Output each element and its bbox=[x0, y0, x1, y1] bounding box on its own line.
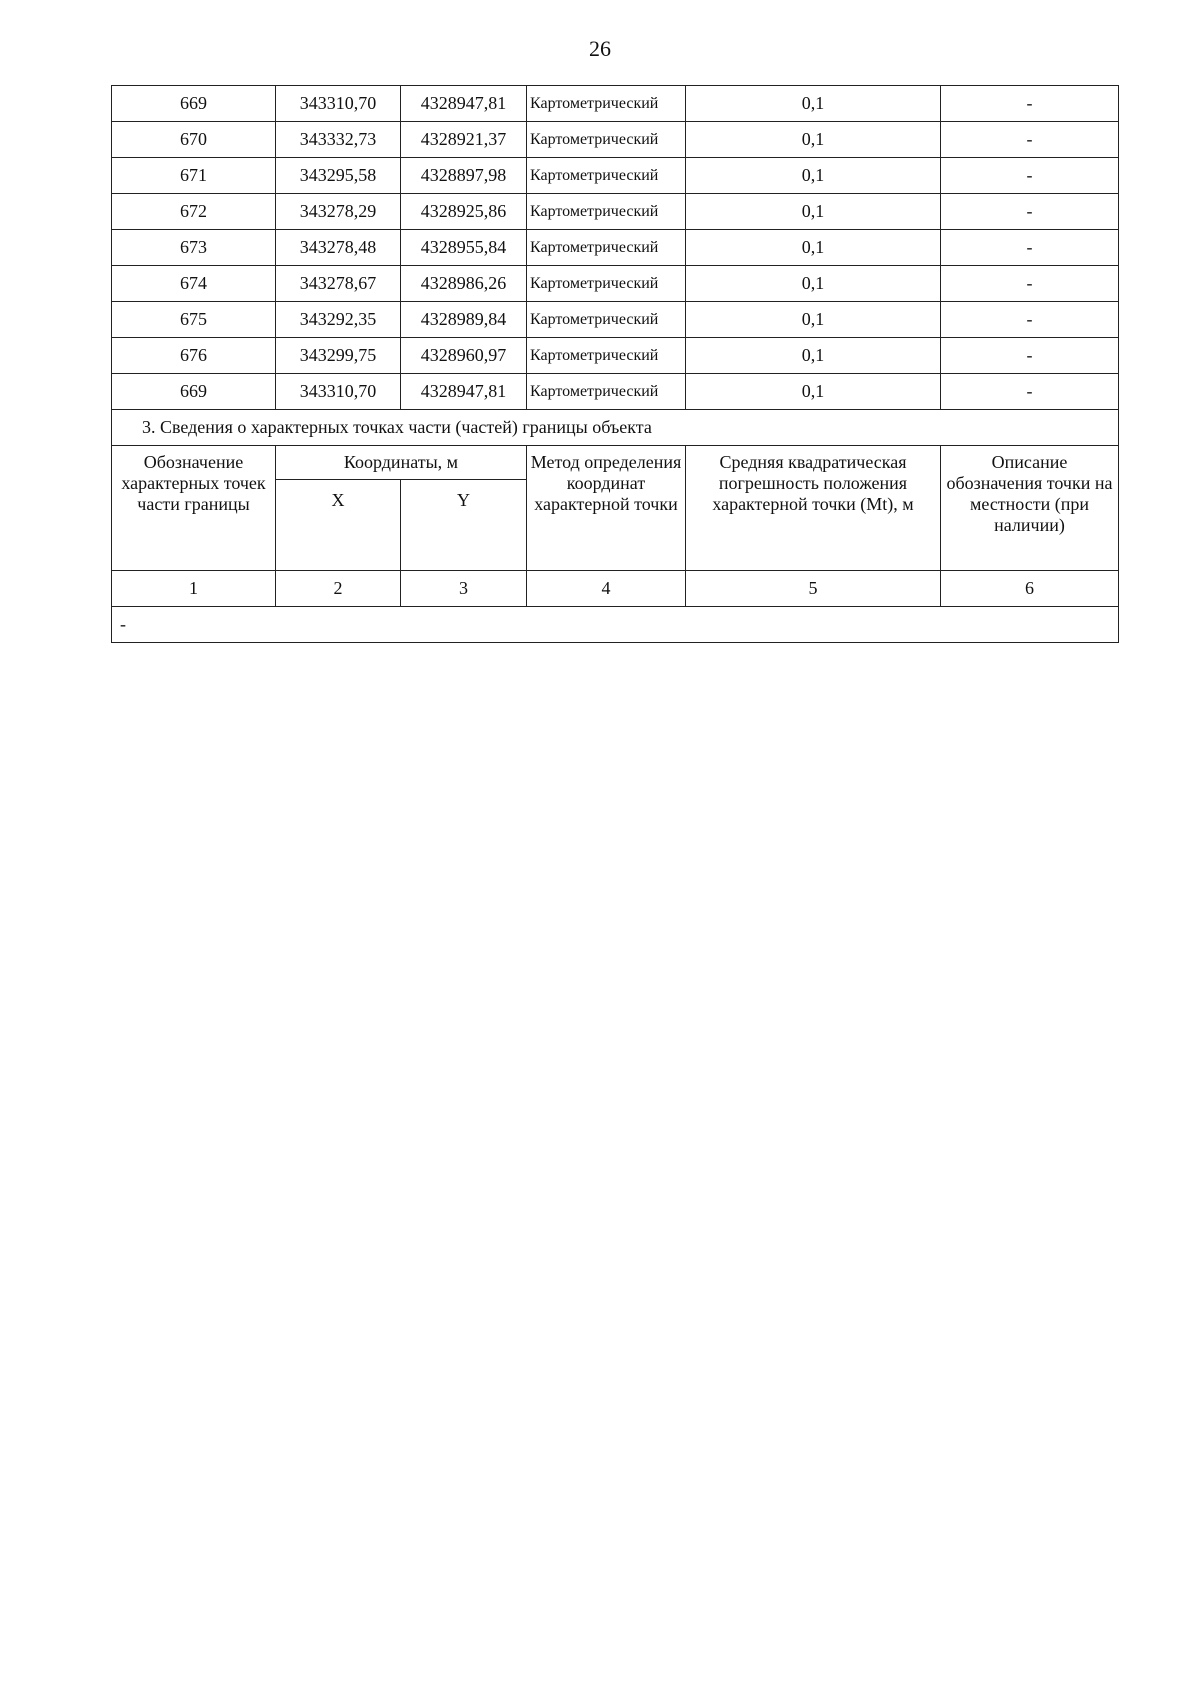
mt-cell: 0,1 bbox=[686, 266, 941, 302]
method-cell: Картометрический bbox=[527, 230, 686, 266]
method-cell: Картометрический bbox=[527, 374, 686, 410]
table-row bbox=[112, 302, 1119, 338]
y-cell: 4328947,81 bbox=[401, 374, 527, 410]
column-number: 2 bbox=[276, 571, 401, 607]
description-cell: - bbox=[941, 122, 1119, 158]
mt-cell: 0,1 bbox=[686, 122, 941, 158]
column-number: 3 bbox=[401, 571, 527, 607]
method-cell: Картометрический bbox=[527, 158, 686, 194]
x-cell: 343278,67 bbox=[276, 266, 401, 302]
x-cell: 343332,73 bbox=[276, 122, 401, 158]
description-cell: - bbox=[941, 230, 1119, 266]
point-cell: 669 bbox=[112, 374, 276, 410]
y-cell: 4328989,84 bbox=[401, 302, 527, 338]
y-cell: 4328947,81 bbox=[401, 86, 527, 122]
point-cell: 676 bbox=[112, 338, 276, 374]
description-cell: - bbox=[941, 158, 1119, 194]
mt-cell: 0,1 bbox=[686, 86, 941, 122]
mt-cell: 0,1 bbox=[686, 302, 941, 338]
point-cell: 671 bbox=[112, 158, 276, 194]
header-y: Y bbox=[401, 480, 527, 571]
point-cell: 673 bbox=[112, 230, 276, 266]
method-cell: Картометрический bbox=[527, 194, 686, 230]
column-number: 6 bbox=[941, 571, 1119, 607]
column-number: 4 bbox=[527, 571, 686, 607]
point-cell: 674 bbox=[112, 266, 276, 302]
mt-cell: 0,1 bbox=[686, 158, 941, 194]
point-cell: 669 bbox=[112, 86, 276, 122]
y-cell: 4328986,26 bbox=[401, 266, 527, 302]
description-cell: - bbox=[941, 266, 1119, 302]
method-cell: Картометрический bbox=[527, 122, 686, 158]
description-cell: - bbox=[941, 338, 1119, 374]
point-cell: 672 bbox=[112, 194, 276, 230]
header-mt: Средняя квадратическая погрешность положения характерной точки (Mt), м bbox=[686, 446, 941, 571]
method-cell: Картометрический bbox=[527, 338, 686, 374]
table-row bbox=[112, 194, 1119, 230]
section-title: 3. Сведения о характерных точках части (частей) границы объекта bbox=[112, 410, 1119, 446]
mt-cell: 0,1 bbox=[686, 374, 941, 410]
empty-row bbox=[112, 607, 1119, 643]
table-row bbox=[112, 266, 1119, 302]
x-cell: 343278,48 bbox=[276, 230, 401, 266]
mt-cell: 0,1 bbox=[686, 194, 941, 230]
x-cell: 343310,70 bbox=[276, 86, 401, 122]
x-cell: 343278,29 bbox=[276, 194, 401, 230]
header-row bbox=[112, 446, 1119, 480]
column-number-row bbox=[112, 571, 1119, 607]
table-row bbox=[112, 374, 1119, 410]
y-cell: 4328921,37 bbox=[401, 122, 527, 158]
y-cell: 4328955,84 bbox=[401, 230, 527, 266]
method-cell: Картометрический bbox=[527, 302, 686, 338]
x-cell: 343299,75 bbox=[276, 338, 401, 374]
table-row bbox=[112, 122, 1119, 158]
method-cell: Картометрический bbox=[527, 266, 686, 302]
point-cell: 670 bbox=[112, 122, 276, 158]
point-cell: 675 bbox=[112, 302, 276, 338]
table-row bbox=[112, 86, 1119, 122]
empty-value: - bbox=[112, 607, 1119, 643]
table-body bbox=[112, 86, 1119, 643]
header-description: Описание обозначения точки на местности (при наличии) bbox=[941, 446, 1119, 571]
boundary-points-table bbox=[111, 85, 1119, 643]
table-row bbox=[112, 230, 1119, 266]
x-cell: 343295,58 bbox=[276, 158, 401, 194]
header-designation: Обозначение характерных точек части границы bbox=[112, 446, 276, 571]
page-number: 26 bbox=[589, 36, 611, 61]
description-cell: - bbox=[941, 86, 1119, 122]
description-cell: - bbox=[941, 374, 1119, 410]
x-cell: 343292,35 bbox=[276, 302, 401, 338]
y-cell: 4328897,98 bbox=[401, 158, 527, 194]
method-cell: Картометрический bbox=[527, 86, 686, 122]
header-x: X bbox=[276, 480, 401, 571]
y-cell: 4328960,97 bbox=[401, 338, 527, 374]
header-coordinates: Координаты, м bbox=[276, 446, 527, 480]
column-number: 5 bbox=[686, 571, 941, 607]
section-title-row bbox=[112, 410, 1119, 446]
mt-cell: 0,1 bbox=[686, 338, 941, 374]
description-cell: - bbox=[941, 302, 1119, 338]
x-cell: 343310,70 bbox=[276, 374, 401, 410]
table-row bbox=[112, 158, 1119, 194]
table-row bbox=[112, 338, 1119, 374]
header-method: Метод определения координат характерной точки bbox=[527, 446, 686, 571]
mt-cell: 0,1 bbox=[686, 230, 941, 266]
y-cell: 4328925,86 bbox=[401, 194, 527, 230]
column-number: 1 bbox=[112, 571, 276, 607]
description-cell: - bbox=[941, 194, 1119, 230]
